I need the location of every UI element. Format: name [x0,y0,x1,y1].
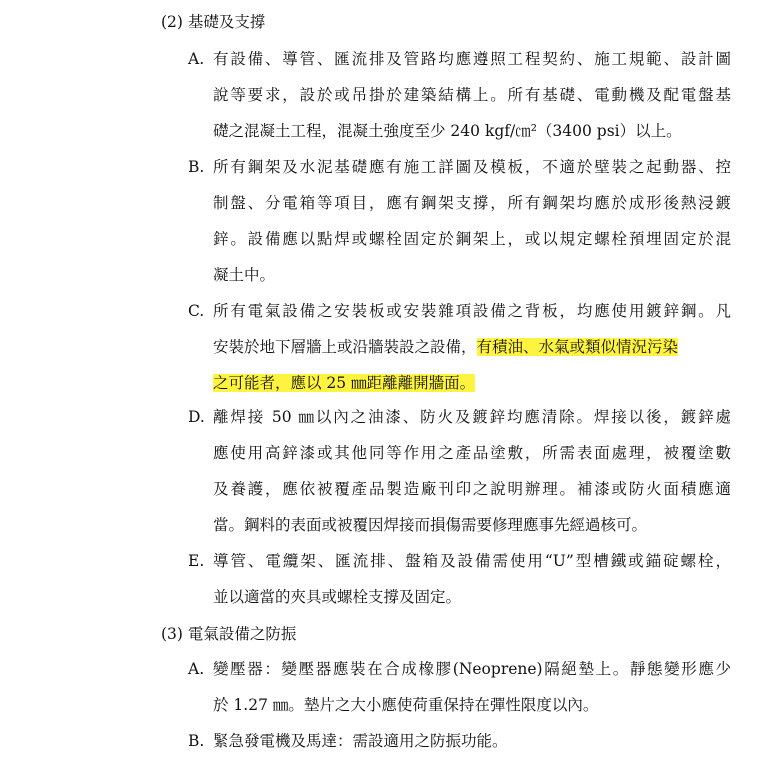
item-line: 於 1.27 ㎜。墊片之大小應使荷重保持在彈性限度以內。 [213,696,599,714]
item-line: 離焊接 50 ㎜以內之油漆、防火及鍍鋅均應清除。焊接以後，鍍鋅處 [213,408,731,426]
item-line-with-highlight [188,329,731,365]
section-2-item-c [188,293,731,401]
item-line-highlighted [188,365,731,401]
item-marker: B. [188,732,205,750]
item-line: 有設備、導管、匯流排及管路均應遵照工程契約、施工規範、設計圖 [213,50,731,68]
section-2-item-d [188,399,731,543]
item-line: 鋅。設備應以點焊或螺栓固定於鋼架上，或以規定螺栓預埋固定於混 [213,230,731,248]
item-line: 制盤、分電箱等項目，應有鋼架支撐，所有鋼架均應於成形後熱浸鍍 [213,194,731,212]
item-line: 及養護，應依被覆產品製造廠刊印之說明辦理。補漆或防火面積應適 [213,480,731,498]
item-line: 所有鋼架及水泥基礎應有施工詳圖及模板，不適於壁裝之起動器、控 [213,158,731,176]
item-line: 緊急發電機及馬達：需設適用之防振功能。 [213,732,508,750]
item-marker: A. [188,50,205,68]
item-line: 並以適當的夾具或螺栓支撐及固定。 [213,588,462,606]
item-line: 礎之混凝土工程，混凝土強度至少 240 kgf/㎝²（3400 psi）以上。 [213,122,682,140]
item-line: 導管、電纜架、匯流排、盤箱及設備需使用“U”型槽鐵或錨碇螺栓， [213,552,731,570]
highlighted-text: 之可能者，應以 25 ㎜距離離開牆面。 [213,374,476,392]
section-2-heading: (2) 基礎及支撐 [161,13,266,31]
item-marker: C. [188,302,205,320]
item-marker: B. [188,158,205,176]
item-marker: A. [188,660,205,678]
section-2-item-e [188,543,731,615]
section-3-item-b [188,723,731,759]
item-line: 所有電氣設備之安裝板或安裝雜項設備之背板，均應使用鍍鋅鋼。凡 [213,302,731,320]
section-3-item-a [188,651,731,723]
section-3-heading: (3) 電氣設備之防振 [161,625,297,643]
section-2-item-a [188,41,731,149]
item-line: 當。鋼料的表面或被覆因焊接而損傷需要修理應事先經過核可。 [213,516,648,534]
highlighted-text: 有積油、水氣或類似情況污染 [476,338,679,356]
item-marker: D. [188,408,205,426]
item-line: 說等要求，設於或吊掛於建築結構上。所有基礎、電動機及配電盤基 [213,86,731,104]
item-line: 應使用高鋅漆或其他同等作用之產品塗敷，所需表面處理，被覆塗數 [213,444,731,462]
item-line: 變壓器：變壓器應裝在合成橡膠(Neoprene)隔絕墊上。靜態變形應少 [213,660,731,678]
item-marker: E. [188,552,205,570]
section-2-item-b [188,149,731,293]
item-text: 安裝於地下層牆上或沿牆裝設之設備， [213,338,477,356]
item-line: 凝土中。 [213,266,276,284]
